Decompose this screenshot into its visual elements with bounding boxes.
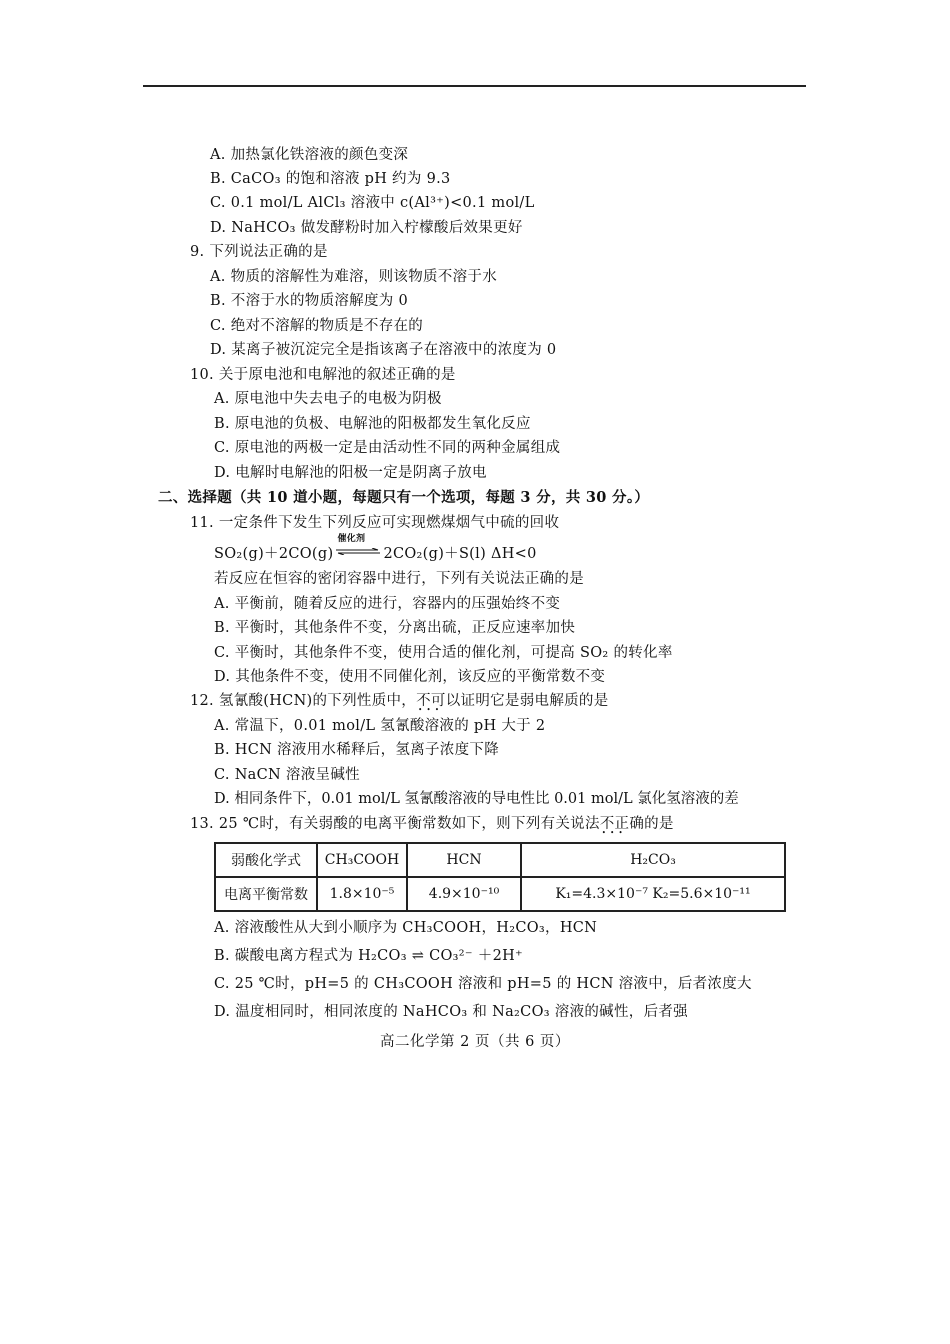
q10-stem: 10. 关于原电池和电解池的叙述正确的是	[190, 367, 456, 383]
q11-option-b: B. 平衡时，其他条件不变，分离出硫，正反应速率加快	[214, 620, 576, 636]
q13-option-d: D. 温度相同时，相同浓度的 NaHCO₃ 和 Na₂CO₃ 溶液的碱性，后者强	[214, 1004, 688, 1020]
q8-option-d: D. NaHCO₃ 做发酵粉时加入柠檬酸后效果更好	[210, 220, 523, 236]
q11-substem: 若反应在恒容的密闭容器中进行，下列有关说法正确的是	[214, 571, 584, 587]
header-rule	[143, 85, 806, 87]
q10-option-d: D. 电解时电解池的阳极一定是阴离子放电	[214, 465, 487, 481]
table-cell: 1.8×10⁻⁵	[317, 877, 407, 911]
q8-option-c: C. 0.1 mol/L AlCl₃ 溶液中 c(Al³⁺)<0.1 mol/L	[210, 195, 535, 211]
q9-option-d: D. 某离子被沉淀完全是指该离子在溶液中的浓度为 0	[210, 342, 557, 358]
q9-option-b: B. 不溶于水的物质溶解度为 0	[210, 293, 409, 309]
q10-option-c: C. 原电池的两极一定是由活动性不同的两种金属组成	[214, 440, 561, 456]
q10-option-a: A. 原电池中失去电子的电极为阴极	[214, 391, 442, 407]
table-cell: 电离平衡常数	[215, 877, 317, 911]
q11-equation-right: 2CO₂(g)＋S(l) ΔH<0	[383, 546, 537, 562]
q13-option-c: C. 25 ℃时，pH=5 的 CH₃COOH 溶液和 pH=5 的 HCN 溶液中，后者浓度大	[214, 976, 752, 992]
q11-stem: 11. 一定条件下发生下列反应可实现燃煤烟气中硫的回收	[190, 515, 560, 531]
q12-stem-post: 证明它是弱电解质的是	[460, 693, 609, 709]
table-cell: H₂CO₃	[521, 843, 785, 877]
q8-option-b: B. CaCO₃ 的饱和溶液 pH 约为 9.3	[210, 171, 451, 187]
catalyst-arrow	[333, 534, 383, 563]
table-cell: HCN	[407, 843, 521, 877]
catalyst-label: 催化剂	[337, 534, 366, 544]
q9-stem: 9. 下列说法正确的是	[190, 244, 328, 260]
q13-option-a: A. 溶液酸性从大到小顺序为 CH₃COOH，H₂CO₃，HCN	[214, 920, 598, 936]
table-cell: 弱酸化学式	[215, 843, 317, 877]
q12-option-b: B. HCN 溶液用水稀释后，氢离子浓度下降	[214, 742, 500, 758]
q9-option-a: A. 物质的溶解性为难溶，则该物质不溶于水	[210, 269, 497, 285]
q12-option-a: A. 常温下，0.01 mol/L 氢氰酸溶液的 pH 大于 2	[214, 718, 546, 734]
q13-stem-pre: 13. 25 ℃时，有关弱酸的电离平衡常数如下，则下列有关说法	[190, 816, 600, 832]
q11-equation-left: SO₂(g)＋2CO(g)	[214, 546, 334, 562]
section-2-heading: 二、选择题（共 10 道小题，每题只有一个选项，每题 3 分，共 30 分。）	[158, 489, 650, 506]
q12-option-c: C. NaCN 溶液呈碱性	[214, 767, 360, 783]
q11-option-c: C. 平衡时，其他条件不变，使用合适的催化剂，可提高 SO₂ 的转化率	[214, 645, 673, 661]
page-footer: 高二化学第 2 页（共 6 页）	[380, 1034, 570, 1050]
table-header-row	[215, 843, 785, 877]
q11-option-d: D. 其他条件不变，使用不同催化剂，该反应的平衡常数不变	[214, 669, 606, 685]
q12-stem-pre: 12. 氢氰酸(HCN)的下列性质中，	[190, 693, 417, 709]
table-cell: 4.9×10⁻¹⁰	[407, 877, 521, 911]
table-cell: CH₃COOH	[317, 843, 407, 877]
ionization-constant-table	[214, 842, 786, 912]
q13-emphasis: 不正确 • • •	[600, 816, 644, 832]
q13-stem	[190, 815, 674, 833]
q12-option-d: D. 相同条件下，0.01 mol/L 氢氰酸溶液的导电性比 0.01 mol/L 氯化氢溶液的差	[214, 791, 739, 807]
q8-option-a: A. 加热氯化铁溶液的颜色变深	[210, 147, 409, 163]
q10-option-b: B. 原电池的负极、电解池的阳极都发生氧化反应	[214, 416, 531, 432]
q11-option-a: A. 平衡前，随着反应的进行，容器内的压强始终不变	[214, 596, 561, 612]
table-cell: K₁=4.3×10⁻⁷ K₂=5.6×10⁻¹¹	[521, 877, 785, 911]
q9-option-c: C. 绝对不溶解的物质是不存在的	[210, 318, 424, 334]
q12-emphasis: 不可以 • • •	[416, 693, 460, 709]
q12-stem	[190, 692, 609, 710]
equilibrium-arrow-icon	[336, 548, 380, 555]
q11-equation	[214, 534, 537, 563]
q13-stem-post: 的是	[644, 816, 674, 832]
table-row	[215, 877, 785, 911]
q13-option-b: B. 碳酸电离方程式为 H₂CO₃ ⇌ CO₃²⁻ ＋2H⁺	[214, 948, 523, 964]
